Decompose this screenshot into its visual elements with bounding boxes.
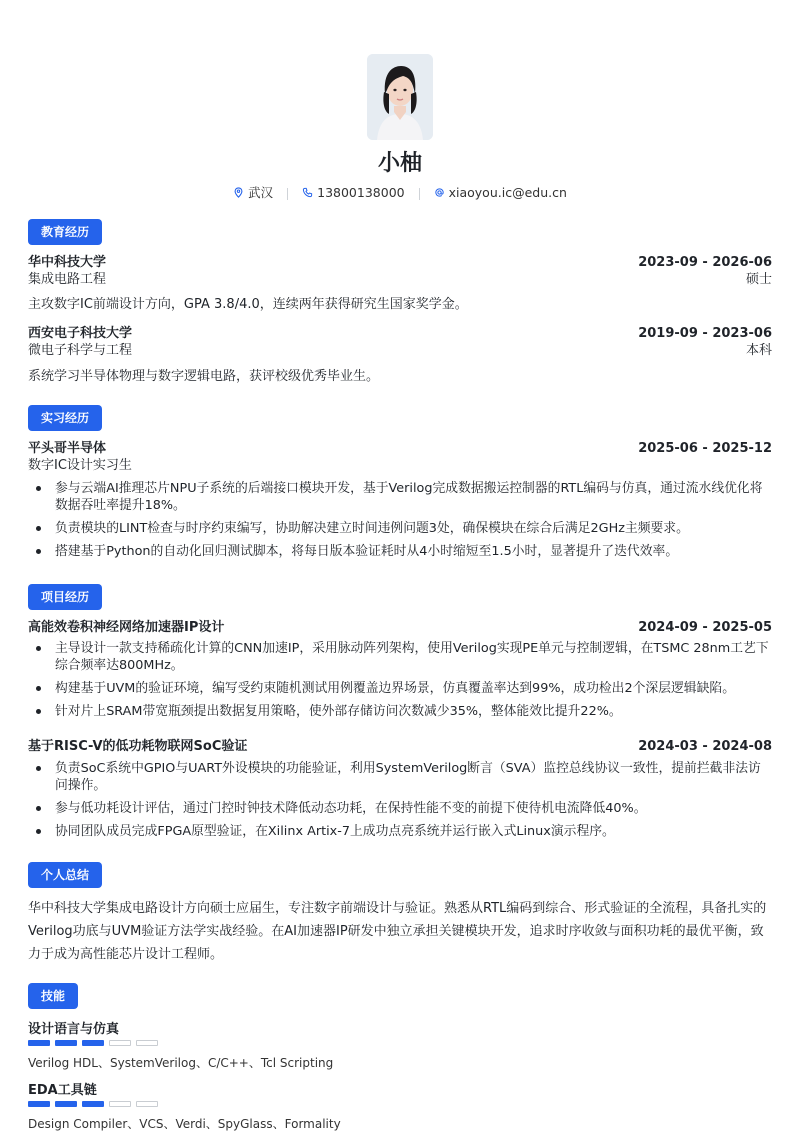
section-skills: 技能	[28, 983, 78, 1009]
skill-1-level	[28, 1040, 158, 1046]
list-item: 负责SoC系统中GPIO与UART外设模块的功能验证，利用SystemVerilog断言（SVA）监控总线协议一致性，提前拦截非法访问操作。	[28, 760, 772, 794]
skill-level-segment	[82, 1101, 104, 1107]
at-icon	[434, 187, 445, 198]
list-item: 参与云端AI推理芯片NPU子系统的后端接口模块开发，基于Verilog完成数据搬运控制器的RTL编码与仿真，通过流水线优化将数据吞吐率提升18%。	[28, 480, 772, 514]
edu-2-dates: 2019-09 - 2023-06	[638, 326, 772, 341]
skill-1-name: 设计语言与仿真	[28, 1022, 120, 1037]
skill-level-segment	[136, 1040, 158, 1046]
location	[233, 183, 273, 201]
skill-1-detail: Verilog HDL、SystemVerilog、C/C++、Tcl Scripting	[28, 1056, 334, 1070]
skill-level-segment	[109, 1040, 131, 1046]
list-item: 针对片上SRAM带宽瓶颈提出数据复用策略，使外部存储访问次数减少35%，整体能效比提升22%。	[28, 703, 772, 720]
location-text: 武汉	[248, 185, 274, 200]
list-item: 主导设计一款支持稀疏化计算的CNN加速IP，采用脉动阵列架构，使用Verilog实现PE单元与控制逻辑，在TSMC 28nm工艺下综合频率达800MHz。	[28, 640, 772, 674]
project-2-bullets	[28, 760, 772, 846]
location-pin-icon	[233, 187, 244, 198]
skill-2-name: EDA工具链	[28, 1083, 97, 1098]
edu-2-major: 微电子科学与工程	[28, 343, 133, 358]
edu-1-dates: 2023-09 - 2026-06	[638, 255, 772, 270]
edu-2-desc: 系统学习半导体物理与数字逻辑电路，获评校级优秀毕业生。	[28, 369, 380, 384]
email-text: xiaoyou.ic@edu.cn	[448, 184, 567, 200]
project-1-name: 高能效卷积神经网络加速器IP设计	[28, 620, 225, 635]
email	[434, 185, 567, 200]
phone	[302, 185, 404, 200]
list-item: 构建基于UVM的验证环境，编写受约束随机测试用例覆盖边界场景，仿真覆盖率达到99%，成功检出2个深层逻辑缺陷。	[28, 680, 772, 697]
project-1-dates: 2024-09 - 2025-05	[638, 620, 772, 635]
candidate-name: 小柚	[377, 151, 422, 176]
project-2-dates: 2024-03 - 2024-08	[638, 739, 772, 754]
project-1-bullets	[28, 640, 772, 726]
list-item: 搭建基于Python的自动化回归测试脚本，将每日版本验证耗时从4小时缩短至1.5小时，显著提升了迭代效率。	[28, 543, 772, 560]
summary-text: 华中科技大学集成电路设计方向硕士应届生，专注数字前端设计与验证。熟悉从RTL编码到综合、形式验证的全流程，具备扎实的Verilog功底与UVM验证方法学实战经验。在AI加速器IP研发中独立承担关键模块开发，追求时序收敛与面积功耗的最优平衡，致力于成为高性能芯片设计工程师。	[28, 901, 767, 962]
edu-1-major: 集成电路工程	[28, 272, 107, 287]
skill-level-segment	[136, 1101, 158, 1107]
edu-2-school: 西安电子科技大学	[28, 326, 133, 341]
skill-level-segment	[82, 1040, 104, 1046]
skill-level-segment	[55, 1101, 77, 1107]
edu-1-school: 华中科技大学	[28, 255, 107, 270]
edu-1-degree: 硕士	[745, 272, 772, 287]
skill-level-segment	[109, 1101, 131, 1107]
phone-icon	[302, 187, 313, 198]
divider	[419, 188, 420, 200]
section-summary: 个人总结	[28, 862, 102, 888]
section-education: 教育经历	[28, 219, 102, 245]
divider	[287, 188, 288, 200]
section-internship: 实习经历	[28, 405, 102, 431]
intern-bullets	[28, 480, 772, 566]
skill-level-segment	[28, 1101, 50, 1107]
list-item: 协同团队成员完成FPGA原型验证，在Xilinx Artix-7上成功点亮系统并运行嵌入式Linux演示程序。	[28, 823, 772, 840]
list-item: 负责模块的LINT检查与时序约束编写，协助解决建立时间违例问题3处，确保模块在综合后满足2GHz主频要求。	[28, 520, 772, 537]
contact-line	[0, 183, 800, 201]
phone-text: 13800138000	[317, 184, 405, 200]
project-2-name: 基于RISC-V的低功耗物联网SoC验证	[28, 739, 248, 754]
intern-company: 平头哥半导体	[28, 441, 107, 456]
edu-1-desc: 主攻数字IC前端设计方向，GPA 3.8/4.0，连续两年获得研究生国家奖学金。	[28, 297, 468, 312]
skill-level-segment	[55, 1040, 77, 1046]
skill-2-detail: Design Compiler、VCS、Verdi、SpyGlass、Formality	[28, 1117, 341, 1131]
avatar-icon	[367, 54, 433, 140]
section-projects: 项目经历	[28, 584, 102, 610]
edu-2-degree: 本科	[745, 343, 772, 358]
skill-level-segment	[28, 1040, 50, 1046]
profile-photo	[367, 54, 433, 140]
intern-role: 数字IC设计实习生	[28, 458, 132, 473]
list-item: 参与低功耗设计评估，通过门控时钟技术降低动态功耗，在保持性能不变的前提下使待机电流降低40%。	[28, 800, 772, 817]
skill-2-level	[28, 1101, 158, 1107]
intern-dates: 2025-06 - 2025-12	[638, 441, 772, 456]
